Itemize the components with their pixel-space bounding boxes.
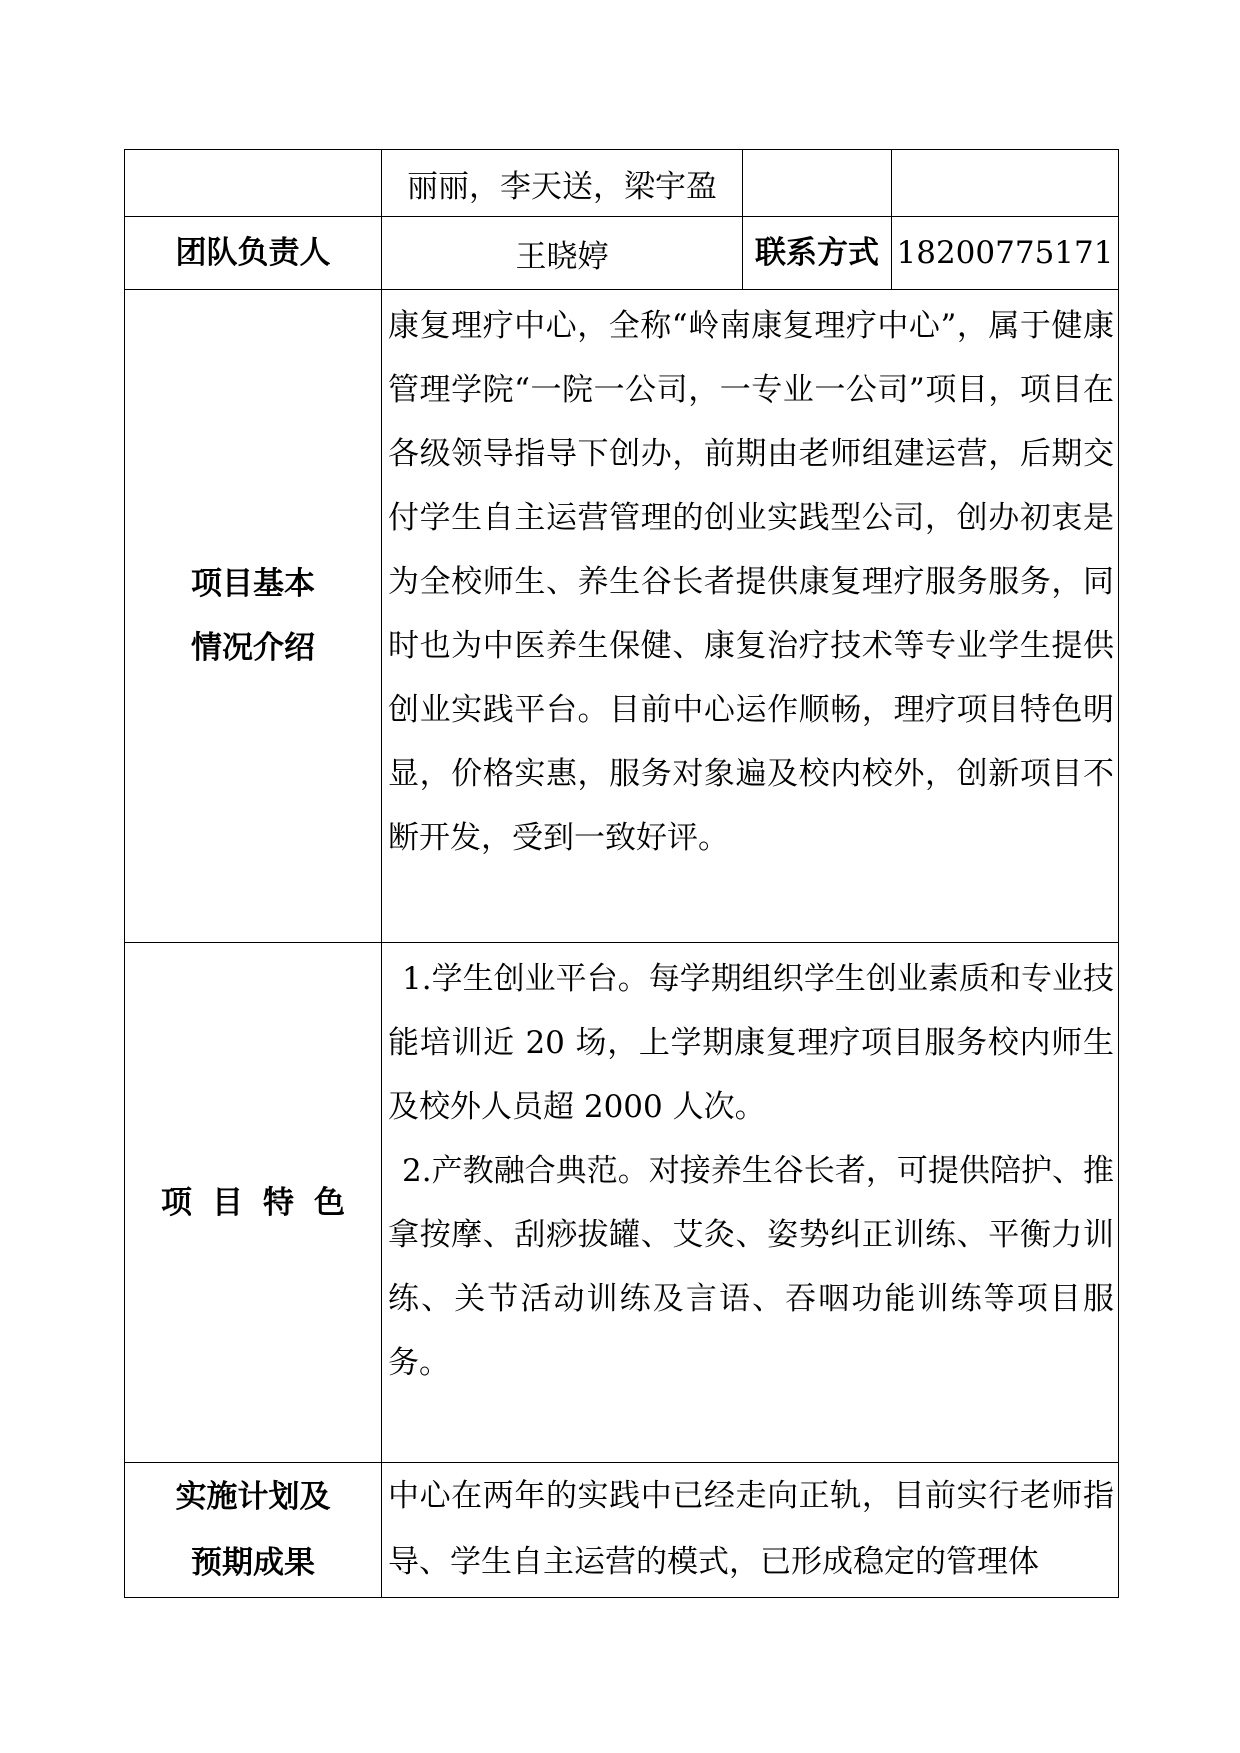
empty-cell (743, 150, 892, 217)
project-form-table (124, 149, 1119, 1598)
members-continued-text: 丽丽，李天送，梁宇盈 (407, 168, 717, 205)
members-continued-row (125, 150, 1119, 217)
leader-row (125, 217, 1119, 290)
members-label-cell (125, 150, 382, 217)
members-continued-cell (382, 150, 743, 217)
features-content (382, 943, 1119, 1463)
empty-cell (892, 150, 1119, 217)
plan-label-line2: 预期成果 (191, 1545, 315, 1581)
contact-label: 联系方式 (743, 217, 892, 290)
basic-intro-row (125, 290, 1119, 943)
basic-intro-label-line1: 项目基本 (191, 566, 315, 602)
basic-intro-label-line2: 情况介绍 (191, 630, 315, 666)
plan-content (382, 1463, 1119, 1598)
plan-label-line1: 实施计划及 (175, 1479, 331, 1515)
plan-row (125, 1463, 1119, 1598)
basic-intro-text: 康复理疗中心，全称“岭南康复理疗中心”，属于健康管理学院“一院一公司，一专业一公司”项目，项目在各级领导指导下创办，前期由老师组建运营，后期交付学生自主运营管理的创业实践型公司，创办初衷是为全校师生、养生谷长者提供康复理疗服务服务，同时也为中医养生保健、康复治疗技术等专业学生提供创业实践平台。目前中心运作顺畅，理疗项目特色明显，价格实惠，服务对象遍及校内校外，创新项目不断开发，受到一致好评。 (388, 308, 1114, 856)
feature-item-2: 2.产教融合典范。对接养生谷长者，可提供陪护、推拿按摩、刮痧拔罐、艾灸、姿势纠正训练、平衡力训练、关节活动训练及言语、吞咽功能训练等项目服务。 (388, 1153, 1114, 1381)
basic-intro-label (125, 290, 382, 943)
contact-value: 18200775171 (892, 217, 1119, 290)
basic-intro-content (382, 290, 1119, 943)
leader-label: 团队负责人 (125, 217, 382, 290)
plan-text: 中心在两年的实践中已经走向正轨，目前实行老师指导、学生自主运营的模式，已形成稳定的管理体 (388, 1478, 1114, 1580)
features-row (125, 943, 1119, 1463)
feature-item-1: 1.学生创业平台。每学期组织学生创业素质和专业技能培训近 20 场，上学期康复理疗项目服务校内师生及校外人员超 2000 人次。 (388, 961, 1114, 1125)
leader-value: 王晓婷 (382, 217, 743, 290)
plan-label (125, 1463, 382, 1598)
features-label: 项目特色 (125, 943, 382, 1463)
